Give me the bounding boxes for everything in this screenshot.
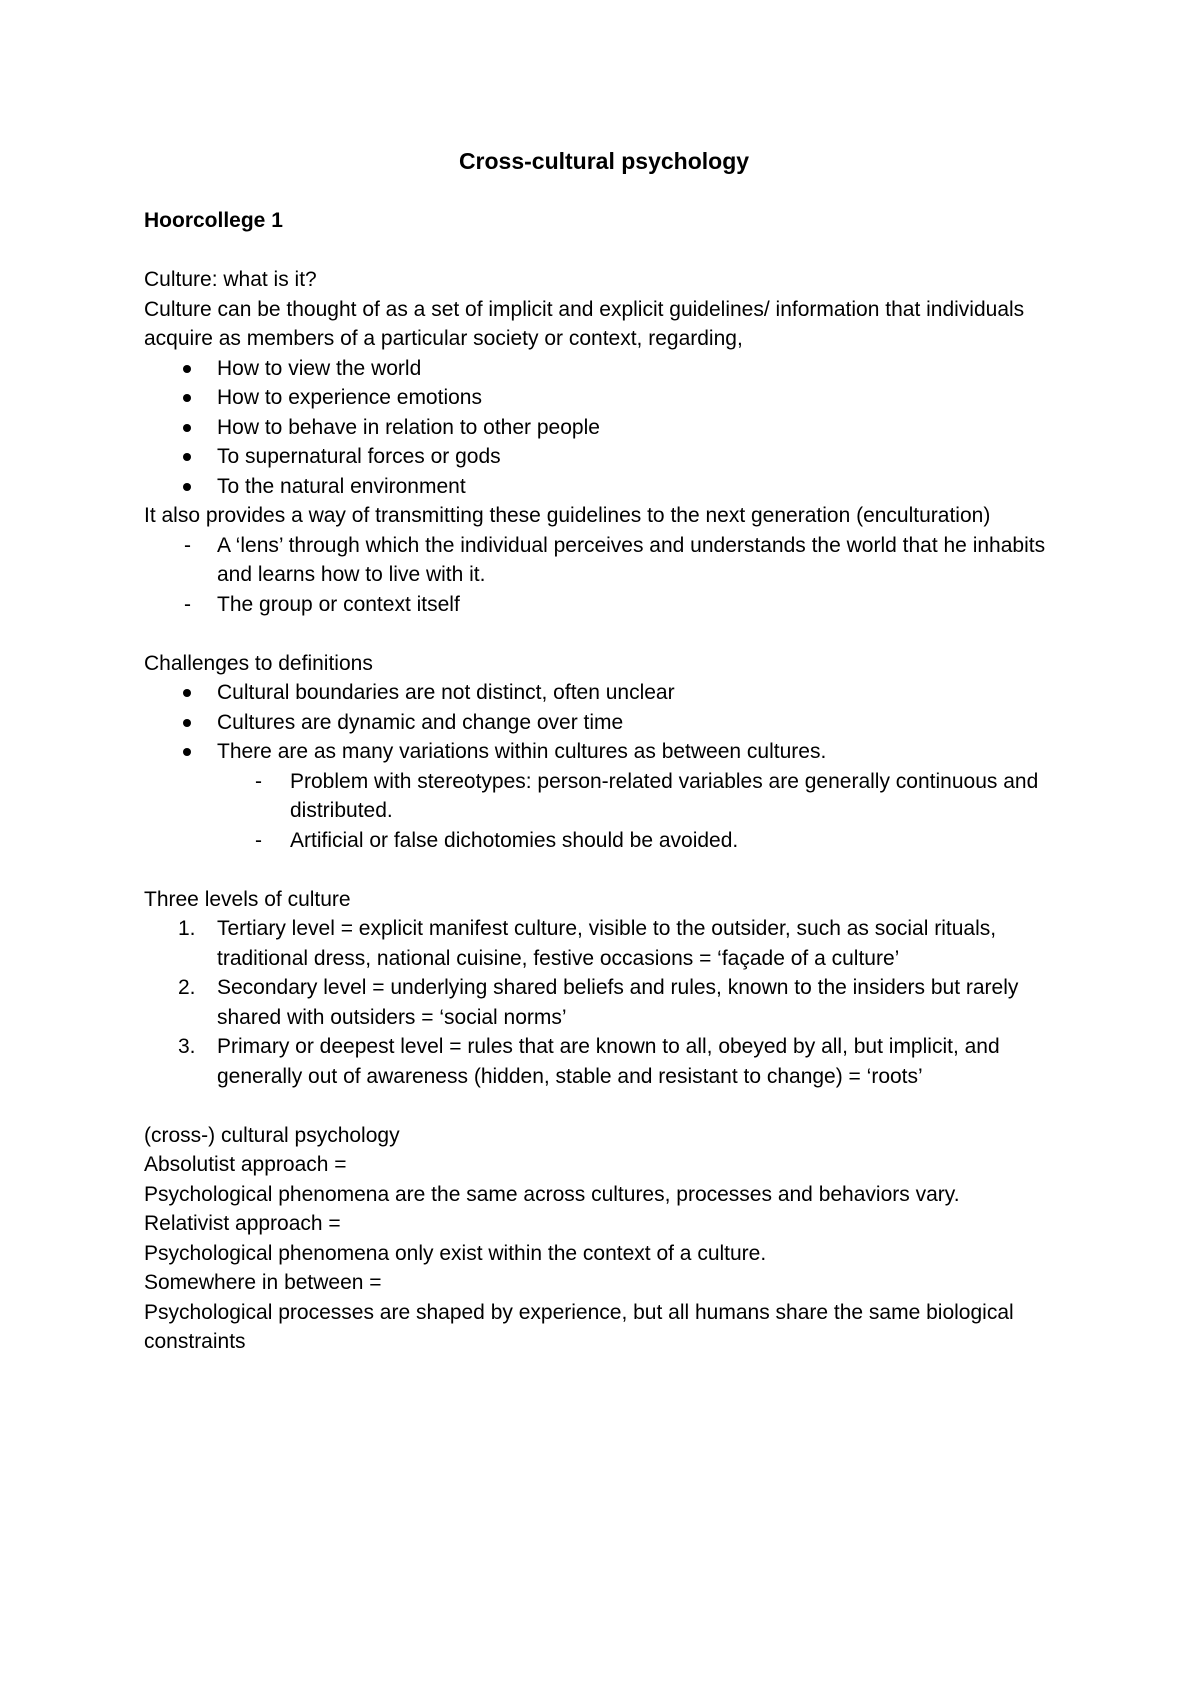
bullet-icon [183,748,191,756]
list-number: 3. [178,1035,196,1058]
list-item: How to experience emotions [144,383,1064,413]
list-item: 2. Secondary level = underlying shared beliefs and rules, known to the insiders but rarely shared with outsiders = ‘social norms’ [144,973,1064,1032]
section-heading-cross-cultural: (cross-) cultural psychology [144,1123,400,1147]
relativist-text: Psychological phenomena only exist within the context of a culture. [144,1241,767,1265]
bullet-icon [183,424,191,432]
list-item: - Problem with stereotypes: person-related variables are generally continuous and distributed. [144,767,1064,826]
culture-bullet-list [144,354,1064,502]
challenges-dash-list [144,767,1064,856]
lecture-heading: Hoorcollege 1 [144,209,283,232]
list-item: - A ‘lens’ through which the individual perceives and understands the world that he inhabits and learns how to live with it. [144,531,1064,590]
culture-definition: Culture can be thought of as a set of implicit and explicit guidelines/ information that individuals acquire as members of a particular society or context, regarding, [144,297,1025,350]
list-item: 1. Tertiary level = explicit manifest culture, visible to the outsider, such as social rituals, traditional dress, national cuisine, festive occasions = ‘façade of a culture’ [144,914,1064,973]
bullet-icon [183,689,191,697]
dash-icon: - [184,592,191,616]
absolutist-text: Psychological phenomena are the same across cultures, processes and behaviors vary. [144,1182,960,1206]
list-item: How to behave in relation to other people [144,413,1064,443]
section-heading-levels: Three levels of culture [144,887,351,911]
enculturation-text: It also provides a way of transmitting these guidelines to the next generation (enculturation) [144,504,991,527]
section-heading-challenges: Challenges to definitions [144,651,373,675]
bullet-icon [183,483,191,491]
list-item: Cultures are dynamic and change over time [144,708,1064,738]
dash-icon: - [255,828,262,852]
enculturation-dash-list [144,531,1064,620]
dash-icon: - [184,533,191,557]
in-between-heading: Somewhere in between = [144,1271,382,1294]
list-item: To the natural environment [144,472,1064,502]
section-heading-culture: Culture: what is it? [144,268,317,291]
list-number: 2. [178,976,196,999]
list-item: 3. Primary or deepest level = rules that are known to all, obeyed by all, but implicit, and generally out of awareness (hidden, stable and resistant to change) = ‘roots’ [144,1032,1064,1091]
list-item: - Artificial or false dichotomies should be avoided. [144,826,1064,856]
list-item: To supernatural forces or gods [144,442,1064,472]
list-item: - The group or context itself [144,590,1064,620]
bullet-icon [183,719,191,727]
dash-icon: - [255,769,262,793]
challenges-bullet-list [144,678,1064,767]
bullet-icon [183,394,191,402]
document-content [144,146,1064,1357]
bullet-icon [183,453,191,461]
list-number: 1. [178,917,196,940]
list-item: There are as many variations within cultures as between cultures. [144,737,1064,767]
bullet-icon [183,365,191,373]
list-item: Cultural boundaries are not distinct, often unclear [144,678,1064,708]
in-between-text: Psychological processes are shaped by experience, but all humans share the same biological constraints [144,1300,1014,1353]
document-title: Cross-cultural psychology [458,148,750,174]
absolutist-heading: Absolutist approach = [144,1153,347,1176]
levels-numbered-list [144,914,1064,1091]
list-item: How to view the world [144,354,1064,384]
relativist-heading: Relativist approach = [144,1212,341,1235]
